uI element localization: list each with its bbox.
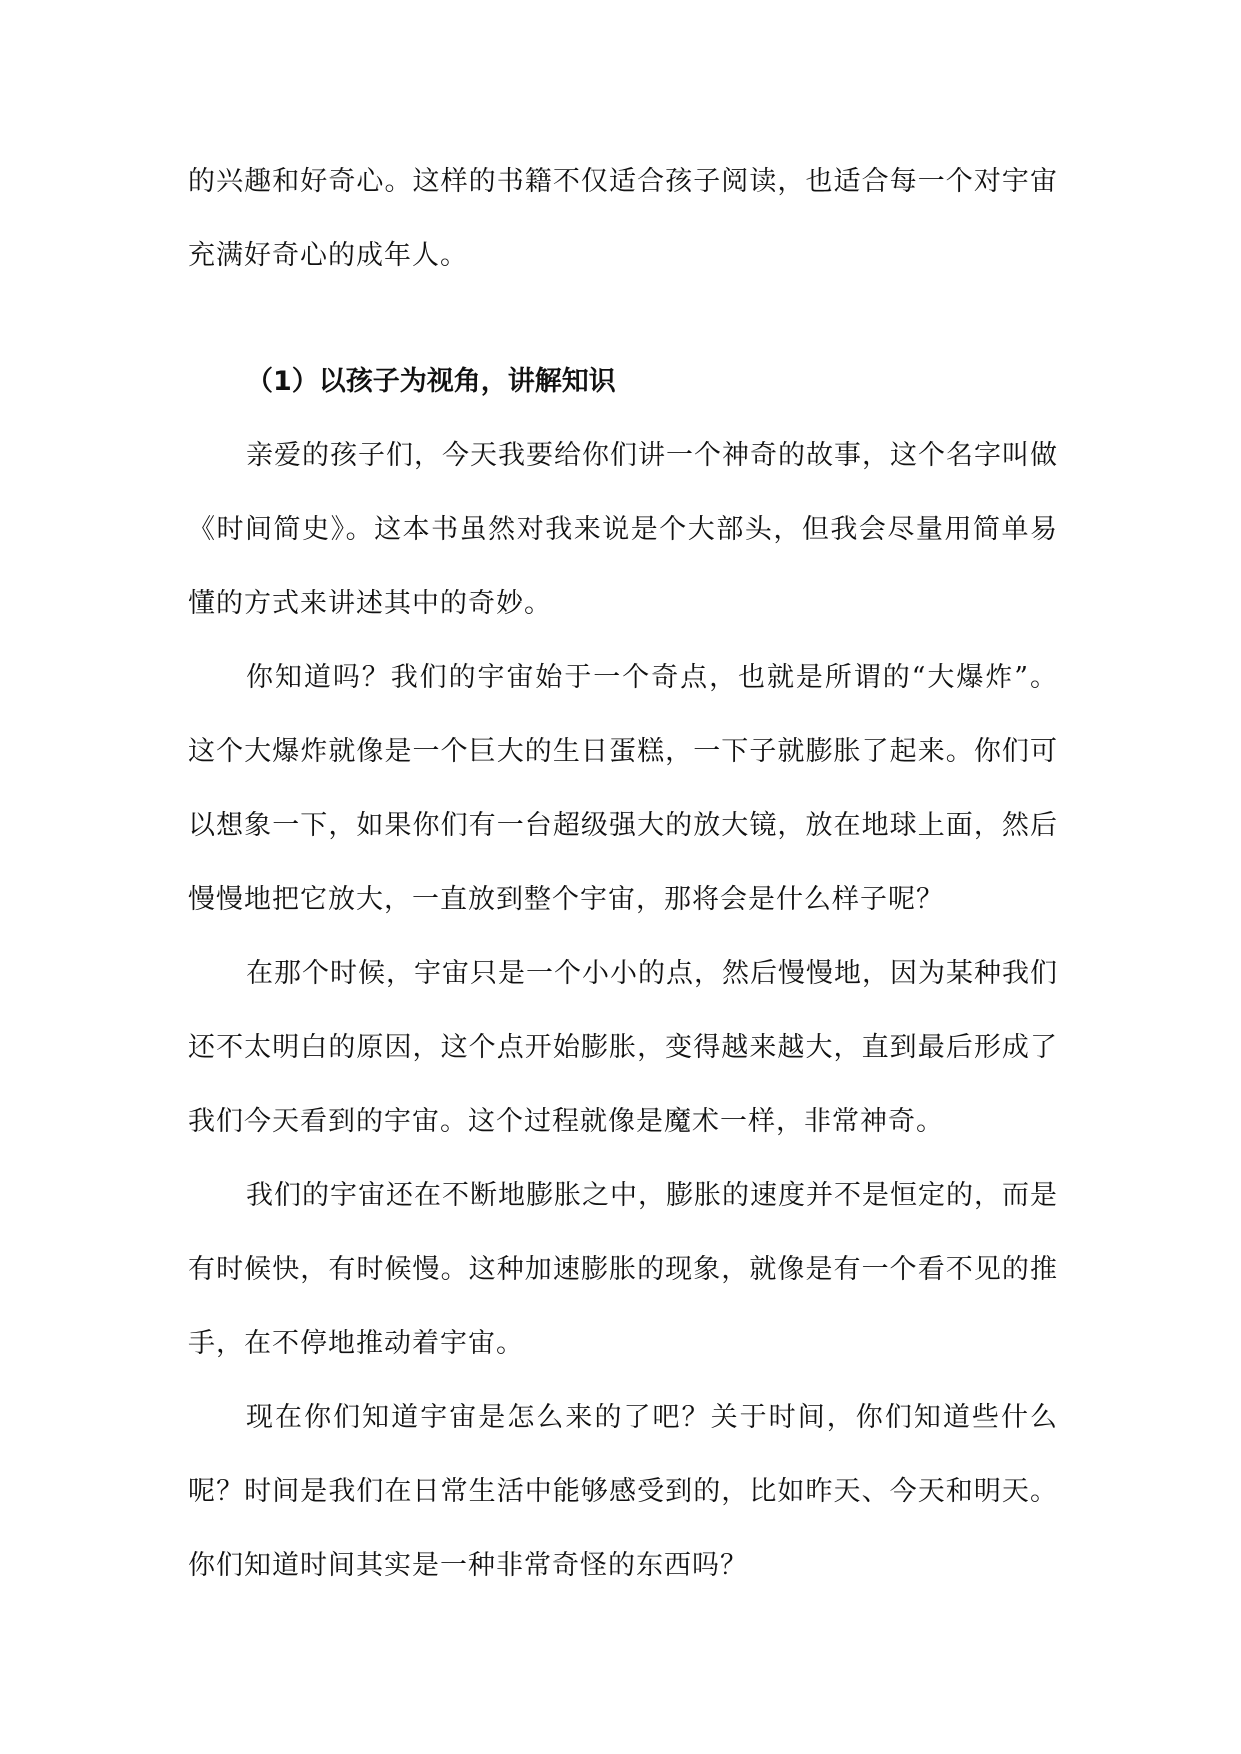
paragraph-continuation: 的兴趣和好奇心。这样的书籍不仅适合孩子阅读，也适合每一个对宇宙充满好奇心的成年人。 <box>188 166 1058 271</box>
paragraph-big-bang: 你知道吗？我们的宇宙始于一个奇点，也就是所谓的“大爆炸”。这个大爆炸就像是一个巨大的生日蛋糕，一下子就膨胀了起来。你们可以想象一下，如果你们有一台超级强大的放大镜，放在地球上面，然后慢慢地把它放大，一直放到整个宇宙，那将会是什么样子呢？ <box>188 662 1058 915</box>
paragraph-intro: 亲爱的孩子们，今天我要给你们讲一个神奇的故事，这个名字叫做《时间简史》。这本书虽然对我来说是个大部头，但我会尽量用简单易懂的方式来讲述其中的奇妙。 <box>188 440 1058 619</box>
document-body <box>188 145 1058 1603</box>
paragraph-expansion-origin: 在那个时候，宇宙只是一个小小的点，然后慢慢地，因为某种我们还不太明白的原因，这个点开始膨胀，变得越来越大，直到最后形成了我们今天看到的宇宙。这个过程就像是魔术一样，非常神奇。 <box>188 958 1058 1137</box>
paragraph-accelerating-expansion: 我们的宇宙还在不断地膨胀之中，膨胀的速度并不是恒定的，而是有时候快，有时候慢。这种加速膨胀的现象，就像是有一个看不见的推手，在不停地推动着宇宙。 <box>188 1180 1058 1359</box>
section-heading: （1）以孩子为视角，讲解知识 <box>246 366 616 397</box>
paragraph-time: 现在你们知道宇宙是怎么来的了吧？关于时间，你们知道些什么呢？时间是我们在日常生活中能够感受到的，比如昨天、今天和明天。你们知道时间其实是一种非常奇怪的东西吗？ <box>188 1402 1058 1581</box>
